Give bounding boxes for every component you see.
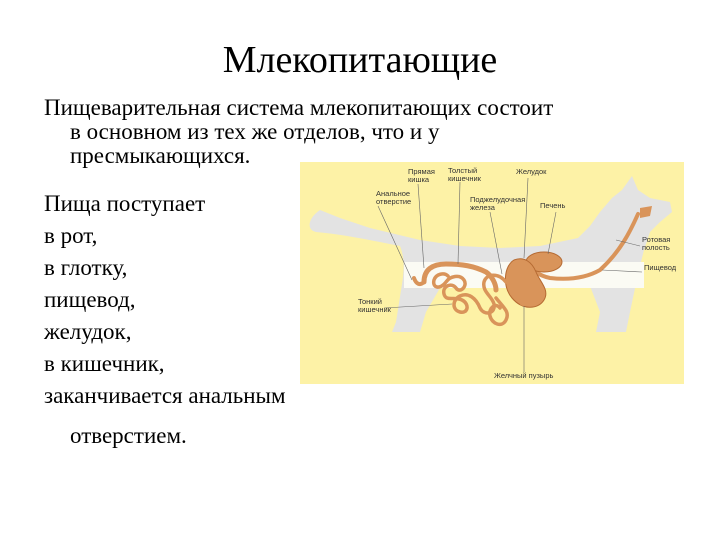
label-anus: отверстие: [376, 197, 412, 206]
label-small-intestine: кишечник: [358, 305, 391, 314]
body-text-line: в глотку,: [44, 255, 128, 280]
label-gallbladder: Желчный пузырь: [494, 371, 554, 380]
label-large-intestine: Толстый: [448, 166, 478, 175]
slide-title: Млекопитающие: [222, 39, 498, 81]
label-liver: Печень: [540, 201, 566, 210]
body-text-line: в кишечник,: [44, 351, 165, 376]
body-text-line: заканчивается анальным: [44, 383, 286, 408]
label-mouth: полость: [642, 243, 670, 252]
body-text-line: Пища поступает: [44, 191, 206, 216]
label-rectum: кишка: [408, 175, 430, 184]
label-rectum: Прямая: [408, 167, 435, 176]
body-text-line: в основном из тех же отделов, что и у: [70, 119, 440, 144]
body-text-line: пресмыкающихся.: [70, 143, 251, 168]
body-text-line: пищевод,: [44, 287, 136, 312]
label-esophagus: Пищевод: [644, 263, 677, 272]
label-pancreas: Поджелудочная: [470, 195, 526, 204]
body-text-line: отверстием.: [70, 423, 187, 448]
label-pancreas: железа: [470, 203, 495, 212]
gallbladder-organ: [519, 298, 529, 306]
label-stomach: Желудок: [516, 167, 547, 176]
body-text-line: Пищеварительная система млекопитающих состоит: [44, 95, 554, 120]
label-large-intestine: кишечник: [448, 174, 481, 183]
label-small-intestine: Тонкий: [358, 297, 382, 306]
label-mouth: Ротовая: [642, 235, 671, 244]
body-text-line: желудок,: [44, 319, 132, 344]
label-anus: Анальное: [376, 189, 411, 198]
body-text-line: в рот,: [44, 223, 98, 248]
digestive-system-diagram: [300, 162, 684, 384]
